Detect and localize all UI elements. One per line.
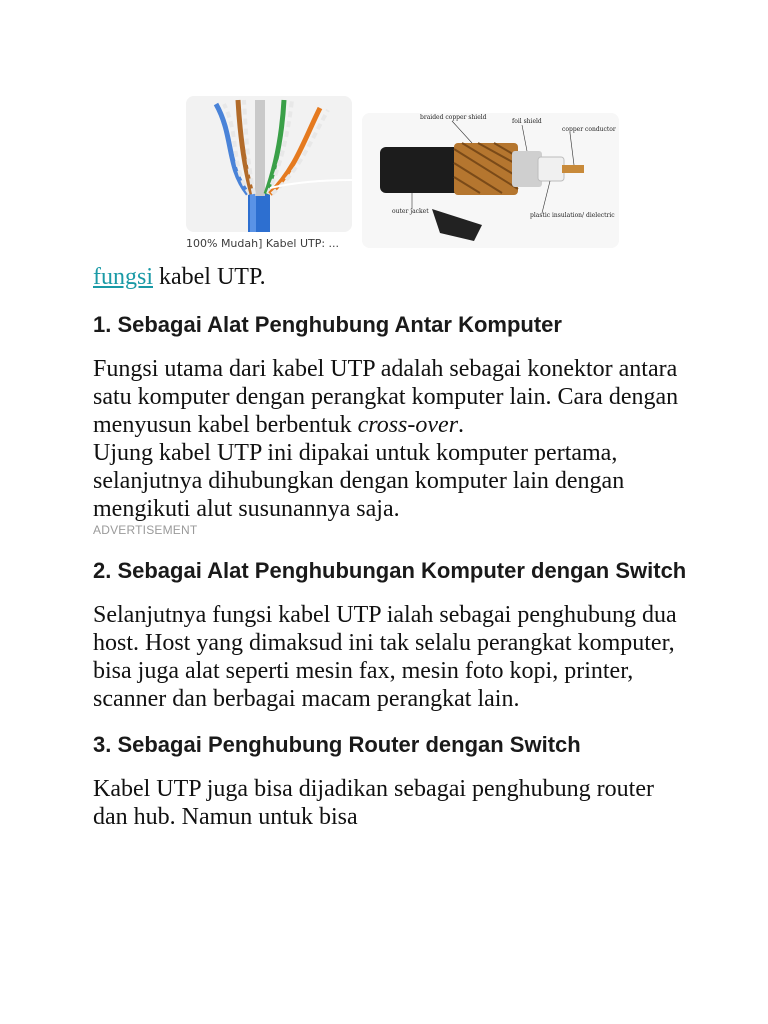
coax-label-braided-shield: braided copper shield <box>420 114 487 121</box>
fungsi-link[interactable]: fungsi <box>93 264 153 290</box>
section1-paragraph-2: Ujung kabel UTP ini dipakai untuk komputer pertama, selanjutnya dihubungkan dengan komputer lain dengan mengikuti alut susunannya saja. <box>93 440 625 522</box>
coax-label-foil-shield: foil shield <box>512 118 542 125</box>
coax-label-insulation: plastic insulation/ dielectric <box>530 212 615 219</box>
section1-paragraph-1 <box>93 355 693 439</box>
utp-cable-illustration <box>186 96 352 232</box>
article-content <box>93 263 693 831</box>
section2-heading: 2. Sebagai Alat Penghubungan Komputer dengan Switch <box>93 558 687 583</box>
section3-heading: 3. Sebagai Penghubung Router dengan Switch <box>93 732 581 757</box>
section1-p1-period: . <box>458 412 465 438</box>
coax-label-outer-jacket: outer jacket <box>392 208 429 215</box>
utp-image-caption[interactable]: 100% Mudah] Kabel UTP: ... <box>186 237 340 250</box>
coax-label-copper-conductor: copper conductor <box>562 126 616 133</box>
coax-cable-illustration <box>362 113 619 248</box>
cross-over-emphasis: cross-over <box>357 412 459 438</box>
advertisement-label: ADVERTISEMENT <box>93 523 198 537</box>
section3-paragraph-1: Kabel UTP juga bisa dijadikan sebagai penghubung router dan hub. Namun untuk bisa <box>93 776 654 830</box>
section1-p1-text: Fungsi utama dari kabel UTP adalah sebagai konektor antara satu komputer dengan perangkat komputer lain. Cara dengan menyusun kabel berbentuk <box>93 356 679 438</box>
section1-heading: 1. Sebagai Alat Penghubung Antar Komputer <box>93 312 562 337</box>
intro-rest: kabel UTP. <box>153 264 266 290</box>
section2-paragraph-1: Selanjutnya fungsi kabel UTP ialah sebagai penghubung dua host. Host yang dimaksud ini tak selalu perangkat komputer, bisa juga alat seperti mesin fax, mesin foto kopi, printer, scanner dan berbagai macam perangkat lain. <box>93 602 677 712</box>
intro-paragraph <box>93 263 693 291</box>
coax-cable-image[interactable] <box>362 113 619 248</box>
utp-cable-image[interactable] <box>186 96 352 232</box>
